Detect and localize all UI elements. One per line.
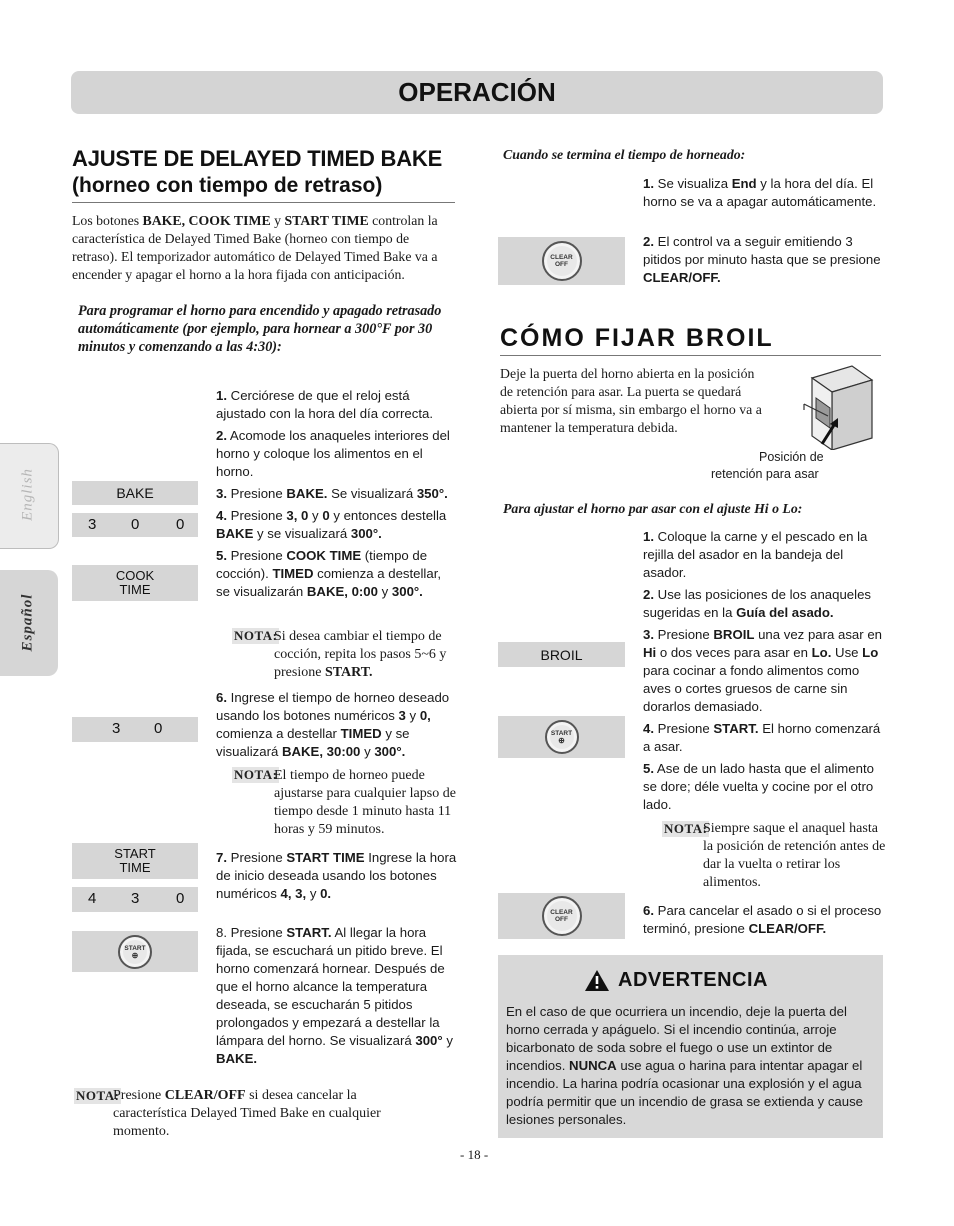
step-number: 1. — [216, 388, 227, 403]
step-bold: 300°. — [350, 526, 382, 541]
step-number: 5. — [643, 761, 654, 776]
step-number: 3. — [643, 627, 654, 642]
delayed-subheading: Para programar el horno para encendido y apagado retrasado automáticamente (por ejemplo, para hornear a 300°F por 30 minutos y comenzando a las 4:30): — [78, 303, 442, 355]
step-number: 6. — [216, 690, 227, 705]
step-number: 1. — [643, 529, 654, 544]
finish-step-1 — [643, 175, 883, 211]
step-number: 5. — [216, 548, 227, 563]
step-number: 2. — [643, 234, 654, 249]
nota-badge: NOTA: — [664, 821, 708, 836]
start-time-label-1: START — [114, 846, 156, 861]
finish-subheading: Cuando se termina el tiempo de horneado: — [503, 147, 746, 162]
step-bold: End — [731, 176, 757, 191]
step-text: Presione — [654, 721, 714, 736]
delayed-nota-3 — [113, 1087, 413, 1141]
delayed-step-2 — [216, 427, 458, 481]
step-number: 2. — [216, 428, 227, 443]
nota-bold: START. — [324, 665, 373, 680]
nota-badge: NOTA: — [234, 628, 278, 643]
broil-key[interactable] — [498, 642, 625, 667]
step-bold: 300° — [415, 1033, 443, 1048]
digit: 3 — [88, 516, 97, 533]
delayed-nota-2: El tiempo de horneo puede ajustarse para cualquier lapso de tiempo desde 1 minuto hasta 11 horas y 59 minutos. — [274, 768, 456, 837]
step-text: Presione — [227, 486, 287, 501]
step-bold: CLEAR/OFF. — [748, 921, 827, 936]
page-number: - 18 - — [460, 1147, 489, 1162]
delayed-step-7 — [216, 849, 458, 903]
step-bold: BAKE. — [286, 486, 328, 501]
step-text: Presione — [227, 548, 287, 563]
start-time-key[interactable] — [72, 843, 198, 879]
broil-heading: CÓMO FIJAR BROIL — [500, 324, 774, 352]
warning-triangle-icon — [584, 969, 610, 992]
step-text: y se visualizará — [253, 526, 351, 541]
step-bold: BAKE, 0:00 — [306, 584, 378, 599]
step-bold: 4, 3, — [280, 886, 307, 901]
step-text: Presione — [227, 850, 287, 865]
step-bold: START. — [286, 925, 332, 940]
step-text: Acomode los anaqueles interiores del horno y coloque los alimentos en el horno. — [216, 428, 450, 479]
step-text: Ingrese el tiempo de horneo deseado usando los botones numéricos — [216, 690, 450, 723]
display-digits-30 — [72, 717, 198, 742]
delayed-heading-line2: (horneo con tiempo de retraso) — [72, 174, 383, 197]
delayed-step-1 — [216, 387, 458, 423]
step-bold: COOK TIME — [286, 548, 362, 563]
tab-english-label: English — [19, 468, 36, 521]
step-bold: TIMED — [272, 566, 314, 581]
step-text: y — [306, 886, 321, 901]
step-text: Presione — [654, 627, 714, 642]
intro-text-3: controlan la característica de Delayed Timed Bake (horneo con tiempo de retraso). El temporizador automático de Delayed Timed Bake va a encender y apagar el horno a la hora fijada con anticipación. — [72, 213, 438, 282]
warning-title: ADVERTENCIA — [618, 969, 768, 991]
step-text: Presione — [227, 508, 287, 523]
start-key-panel-broil — [498, 716, 625, 758]
step-bold: 300°. — [391, 584, 423, 599]
broil-heading-rule — [500, 355, 881, 356]
oven-door-icon — [800, 358, 876, 450]
broil-key-label: BROIL — [540, 646, 583, 663]
step-bold: Guía del asado. — [736, 605, 834, 620]
broil-nota: Siempre saque el anaquel hasta la posición de retención antes de dar la vuelta o retirar los alimentos. — [703, 821, 886, 890]
bake-key-label: BAKE — [116, 485, 154, 501]
display-digits-300 — [72, 513, 198, 537]
start-button[interactable] — [545, 720, 579, 754]
nota-bold: CLEAR/OFF — [164, 1088, 246, 1103]
off-label: OFF — [555, 916, 568, 923]
broil-subheading: Para ajustar el horno par asar con el ajuste Hi o Lo: — [503, 501, 803, 516]
digit: 0 — [176, 890, 185, 907]
nota-text: si desea cancelar la característica Delayed Timed Bake en cualquier momento. — [113, 1088, 381, 1139]
display-digits-430 — [72, 887, 198, 912]
start-button[interactable] — [118, 935, 152, 969]
intro-text-2: y — [270, 213, 285, 228]
step-bold: START TIME — [286, 850, 365, 865]
step-number: 2. — [643, 587, 654, 602]
step-text: Para cancelar el asado o si el proceso terminó, presione — [643, 903, 882, 936]
step-bold: Hi — [643, 645, 657, 660]
step-text: (tiempo de cocción). — [216, 548, 428, 581]
clear-label: CLEAR — [550, 909, 573, 916]
broil-step-5 — [643, 760, 883, 814]
delayed-heading-rule — [72, 202, 455, 203]
step-bold: BAKE, 30:00 — [281, 744, 361, 759]
finish-step-2 — [643, 233, 883, 287]
step-number: 1. — [643, 176, 654, 191]
step-text: una vez para asar en — [754, 627, 882, 642]
step-text: y — [308, 508, 323, 523]
delayed-step-3 — [216, 485, 458, 503]
step-text: y — [442, 1033, 453, 1048]
clear-off-panel-2 — [498, 893, 625, 939]
step-text: y entonces destella — [329, 508, 447, 523]
broil-step-2 — [643, 586, 883, 622]
digit: 0 — [154, 720, 163, 737]
tab-espanol-label: Español — [19, 593, 36, 652]
nota-badge: NOTA: — [76, 1088, 120, 1103]
digit: 0 — [131, 516, 140, 533]
intro-text-1: Los botones — [72, 213, 143, 228]
start-time-label-2: TIME — [119, 860, 151, 875]
oven-caption-2: retención para asar — [711, 467, 819, 481]
step-text: Use — [831, 645, 863, 660]
step-text: comienza a destellar, se visualizarán — [216, 566, 442, 599]
oven-caption-1: Posición de — [759, 450, 824, 464]
intro-bold-2: START TIME — [284, 213, 369, 228]
delayed-step-4 — [216, 507, 458, 543]
broil-step-4 — [643, 720, 883, 756]
step-text: para cocinar a fondo alimentos como aves o cortes gruesos de carne sin dorarlos demasiado. — [643, 663, 860, 714]
clear-off-button[interactable] — [542, 896, 582, 936]
delayed-heading-line1: AJUSTE DE DELAYED TIMED BAKE — [72, 146, 443, 171]
step-text: Se visualiza — [654, 176, 732, 191]
start-button-label: START — [550, 730, 573, 737]
step-number: 8. — [216, 925, 227, 940]
warning-text-1: En el caso de que ocurriera un incendio, deje la puerta del horno cerrada y apáguelo. Si el incendio continúa, arroje bicarbonato de soda sobre el fuego o use un extintor de incendios. — [506, 1004, 847, 1073]
warning-text-2: use agua o harina para intentar apagar el incendio. La harina podría ocasionar una explosión y el agua podría permitir que un incendio de grasa se extienda y cause lesiones personales. — [506, 1058, 864, 1127]
step-text: y — [405, 708, 420, 723]
intro-bold-1: BAKE, COOK TIME — [142, 213, 271, 228]
step-text: comienza a destellar — [216, 726, 341, 741]
clear-off-button[interactable] — [542, 241, 582, 281]
step-number: 7. — [216, 850, 227, 865]
start-button-label: START — [124, 944, 146, 952]
broil-step-1 — [643, 528, 883, 582]
step-text: o dos veces para asar en — [656, 645, 812, 660]
digit: 4 — [88, 890, 97, 907]
broil-intro: Deje la puerta del horno abierta en la posición de retención para asar. La puerta se quedará abierta por sí misma, sin embargo el horno va a mantener la temperatura debida. — [500, 366, 762, 435]
page-title: OPERACIÓN — [398, 77, 556, 107]
broil-step-6 — [643, 902, 885, 938]
step-text: Cerciórese de que el reloj está ajustado con la hora del día correcta. — [216, 388, 433, 421]
step-bold: Lo — [862, 645, 879, 660]
step-text: Ingrese la hora de inicio deseada usando los botones numéricos — [216, 850, 457, 901]
step-bold: Lo. — [811, 645, 832, 660]
digit: 3 — [131, 890, 140, 907]
broil-step-3 — [643, 626, 885, 716]
bake-key[interactable] — [72, 481, 198, 505]
step-bold: 350°. — [416, 486, 448, 501]
nota-text: Presione — [113, 1088, 165, 1103]
step-text: y — [360, 744, 375, 759]
clear-label: CLEAR — [550, 254, 573, 261]
step-text: El horno comenzará a asar. — [643, 721, 881, 754]
digit: 3 — [112, 720, 121, 737]
lock-icon: ⊕ — [131, 950, 139, 960]
nota-text: Si desea cambiar el tiempo de cocción, repita los pasos 5~6 y presione — [274, 629, 447, 680]
delayed-step-5 — [216, 547, 458, 601]
off-label: OFF — [555, 261, 568, 268]
step-text: Presione — [227, 925, 287, 940]
step-bold: BAKE — [216, 526, 254, 541]
delayed-step-6 — [216, 689, 460, 761]
step-text: Se visualizará — [327, 486, 417, 501]
step-number: 3. — [216, 486, 227, 501]
step-bold: 0 — [322, 508, 330, 523]
cook-time-label-2: TIME — [119, 582, 151, 597]
step-text: Al llegar la hora fijada, se escuchará un pitido breve. El horno comenzará hornear. Después de que el horno alcance la temperatura deseada, se escucharán 5 pitidos prolongados y empezará a destellar la lámpara del horno. Se visualizará — [216, 925, 445, 1048]
step-bold: BAKE. — [216, 1051, 258, 1066]
delayed-step-8 — [216, 924, 458, 1068]
step-bold: 0, — [419, 708, 431, 723]
clear-off-panel-1 — [498, 237, 625, 285]
step-number: 4. — [216, 508, 227, 523]
step-bold: 300°. — [374, 744, 406, 759]
step-text: y la hora del día. El horno se va a apagar automáticamente. — [643, 176, 877, 209]
step-bold: BROIL — [713, 627, 755, 642]
warning-text — [506, 1003, 878, 1129]
section-banner — [71, 71, 883, 114]
warning-box — [498, 955, 883, 1138]
step-text: Use las posiciones de los anaqueles sugeridas en la — [643, 587, 871, 620]
step-text: Coloque la carne y el pescado en la rejilla del asador en la bandeja del asador. — [643, 529, 868, 580]
digit: 0 — [176, 516, 185, 533]
delayed-intro — [72, 212, 456, 284]
start-key-panel — [72, 931, 198, 972]
lock-icon: ⊕ — [558, 736, 565, 745]
step-text: El control va a seguir emitiendo 3 pitidos por minuto hasta que se presione — [643, 234, 881, 267]
warning-bold: NUNCA — [569, 1058, 617, 1073]
step-bold: 3, 0 — [286, 508, 309, 523]
step-bold: CLEAR/OFF. — [643, 270, 721, 285]
nota-badge: NOTA: — [234, 767, 278, 782]
cook-time-label-1: COOK — [115, 568, 155, 583]
step-text: Ase de un lado hasta que el alimento se dore; déle vuelta y cocine por el otro lado. — [643, 761, 874, 812]
tab-english[interactable] — [0, 443, 59, 549]
step-bold: TIMED — [340, 726, 382, 741]
step-number: 6. — [643, 903, 654, 918]
delayed-nota-1 — [274, 628, 464, 682]
tab-espanol[interactable] — [0, 570, 58, 676]
step-bold: 3 — [398, 708, 406, 723]
step-text: y se visualizará — [216, 726, 410, 759]
cook-time-key[interactable] — [72, 565, 198, 601]
step-number: 4. — [643, 721, 654, 736]
step-bold: START. — [713, 721, 759, 736]
step-text: y — [377, 584, 392, 599]
step-bold: 0. — [320, 886, 332, 901]
